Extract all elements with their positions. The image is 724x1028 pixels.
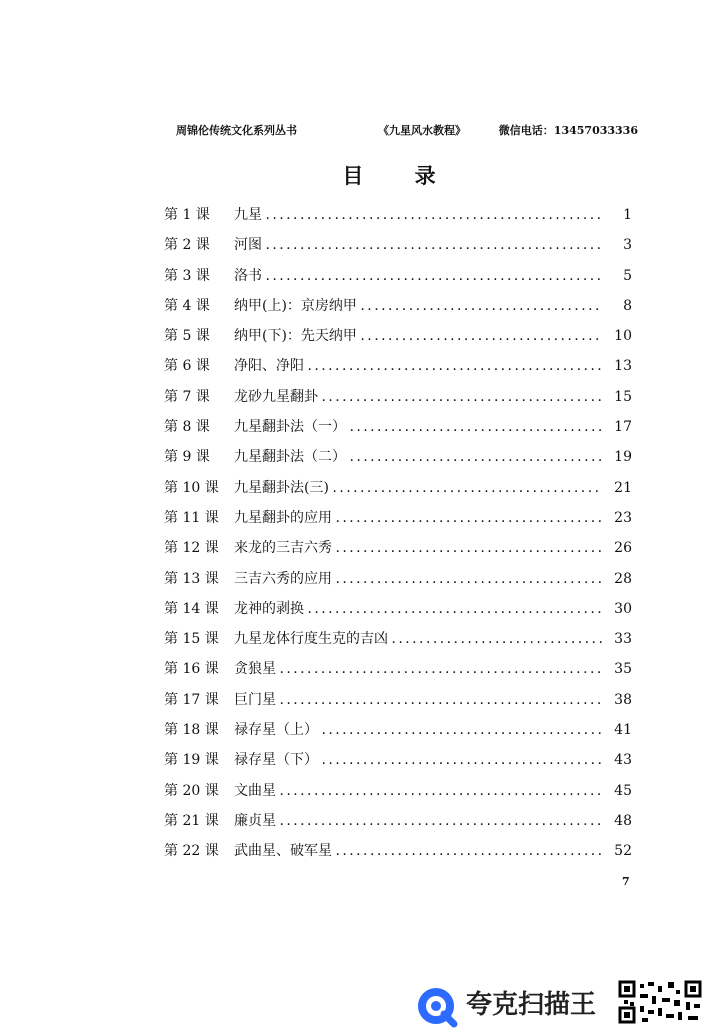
toc-lesson-number: 第 13 课 bbox=[164, 570, 219, 587]
toc-lesson-number: 第 1 课 bbox=[164, 207, 210, 223]
toc-page-number: 8 bbox=[602, 291, 632, 321]
toc-lesson-number: 第 8 课 bbox=[164, 419, 210, 436]
toc-lesson-title: 九星翻卦法(三) . . . bbox=[234, 473, 602, 503]
toc-row bbox=[164, 261, 632, 291]
toc-row bbox=[164, 230, 632, 260]
toc-page-number: 15 bbox=[602, 382, 632, 412]
toc-lesson-title: 三吉六秀的应用 . . . bbox=[234, 564, 602, 594]
toc-lesson-number: 第 22 课 bbox=[164, 843, 219, 860]
toc-page-number: 26 bbox=[602, 533, 632, 563]
toc-lesson-title: 来龙的三吉六秀 . . . bbox=[234, 533, 602, 563]
scanner-watermark bbox=[414, 980, 724, 1024]
toc-lesson-number: 第 15 课 bbox=[164, 631, 219, 648]
toc-lesson-title: 纳甲(上)：京房纳甲 . . . bbox=[234, 291, 602, 321]
page-number: 7 bbox=[622, 875, 630, 888]
toc-lesson-title: 九星 . . . bbox=[234, 200, 602, 230]
toc-page-number: 35 bbox=[602, 654, 632, 684]
toc-lesson-title: 洛书 . . . bbox=[234, 261, 602, 291]
toc-lesson-title: 禄存星（上） . . . bbox=[234, 715, 602, 745]
toc-lesson-title: 龙神的剥换 . . . bbox=[234, 594, 602, 624]
toc-row bbox=[164, 806, 632, 836]
toc-lesson-number: 第 5 课 bbox=[164, 328, 210, 345]
toc-page-number: 3 bbox=[602, 230, 632, 260]
toc-lesson-number: 第 20 课 bbox=[164, 782, 219, 799]
toc-row bbox=[164, 412, 632, 442]
toc-lesson-number: 第 17 课 bbox=[164, 691, 219, 708]
table-of-contents bbox=[164, 200, 632, 867]
toc-row bbox=[164, 473, 632, 503]
toc-page-number: 43 bbox=[602, 745, 632, 775]
toc-lesson-title: 河图 . . . bbox=[234, 230, 602, 260]
toc-row bbox=[164, 776, 632, 806]
toc-row bbox=[164, 442, 632, 472]
toc-page-number: 17 bbox=[602, 412, 632, 442]
toc-lesson-number: 第 14 课 bbox=[164, 600, 219, 617]
toc-lesson-number: 第 9 课 bbox=[164, 449, 210, 466]
watermark-text: 夸克扫描王 bbox=[466, 990, 597, 1020]
toc-page-number: 23 bbox=[602, 503, 632, 533]
toc-lesson-number: 第 10 课 bbox=[164, 479, 219, 496]
toc-lesson-number: 第 3 课 bbox=[164, 267, 210, 284]
toc-lesson-number: 第 12 课 bbox=[164, 540, 219, 557]
toc-lesson-number: 第 16 课 bbox=[164, 661, 219, 678]
toc-page-number: 1 bbox=[602, 200, 632, 230]
toc-lesson-number: 第 19 课 bbox=[164, 752, 219, 769]
quark-logo-icon bbox=[414, 984, 458, 1028]
toc-row bbox=[164, 624, 632, 654]
toc-lesson-number: 第 6 课 bbox=[164, 358, 210, 375]
toc-page-number: 33 bbox=[602, 624, 632, 654]
toc-page-number: 48 bbox=[602, 806, 632, 836]
toc-lesson-title: 九星翻卦法（二） . . . bbox=[234, 442, 602, 472]
toc-page-number: 38 bbox=[602, 685, 632, 715]
toc-lesson-title: 龙砂九星翻卦 . . . bbox=[234, 382, 602, 412]
toc-lesson-title: 文曲星 . . . bbox=[234, 776, 602, 806]
toc-lesson-number: 第 7 课 bbox=[164, 388, 210, 405]
toc-lesson-title: 纳甲(下)：先天纳甲 . . . bbox=[234, 321, 602, 351]
toc-lesson-title: 九星翻卦的应用 . . . bbox=[234, 503, 602, 533]
toc-page-number: 30 bbox=[602, 594, 632, 624]
toc-lesson-number: 第 18 课 bbox=[164, 722, 219, 739]
header-series: 周锦伦传统文化系列丛书 bbox=[176, 124, 297, 137]
toc-row bbox=[164, 200, 632, 230]
toc-row bbox=[164, 382, 632, 412]
header-phone: 微信电话：13457033336 bbox=[498, 124, 638, 137]
toc-lesson-number: 第 21 课 bbox=[164, 812, 219, 829]
header-book-title: 《九星风水教程》 bbox=[378, 124, 466, 137]
toc-lesson-title: 九星翻卦法（一） . . . bbox=[234, 412, 602, 442]
toc-row bbox=[164, 594, 632, 624]
toc-page-number: 41 bbox=[602, 715, 632, 745]
toc-page-number: 21 bbox=[602, 473, 632, 503]
toc-title: 目 录 bbox=[342, 163, 458, 188]
toc-page-number: 13 bbox=[602, 351, 632, 381]
running-header bbox=[176, 122, 638, 142]
toc-lesson-title: 禄存星（下） . . . bbox=[234, 745, 602, 775]
qr-code-icon bbox=[618, 980, 702, 1024]
toc-lesson-title: 净阳、净阳 . . . bbox=[234, 351, 602, 381]
toc-row bbox=[164, 685, 632, 715]
toc-lesson-title: 武曲星、破军星 . . . bbox=[234, 836, 602, 866]
toc-row bbox=[164, 564, 632, 594]
toc-lesson-title: 九星龙体行度生克的吉凶 . . . bbox=[234, 624, 602, 654]
toc-lesson-title: 贪狼星 . . . bbox=[234, 654, 602, 684]
toc-page-number: 45 bbox=[602, 776, 632, 806]
toc-row bbox=[164, 291, 632, 321]
toc-row bbox=[164, 533, 632, 563]
toc-lesson-number: 第 11 课 bbox=[164, 509, 219, 526]
toc-row bbox=[164, 351, 632, 381]
toc-row bbox=[164, 321, 632, 351]
toc-row bbox=[164, 745, 632, 775]
toc-page-number: 10 bbox=[602, 321, 632, 351]
toc-lesson-title: 廉贞星 . . . bbox=[234, 806, 602, 836]
toc-page-number: 5 bbox=[602, 261, 632, 291]
toc-row bbox=[164, 503, 632, 533]
toc-row bbox=[164, 654, 632, 684]
toc-row bbox=[164, 715, 632, 745]
toc-lesson-number: 第 2 课 bbox=[164, 237, 210, 254]
toc-page-number: 52 bbox=[602, 836, 632, 866]
toc-row bbox=[164, 836, 632, 866]
toc-page-number: 19 bbox=[602, 442, 632, 472]
toc-lesson-number: 第 4 课 bbox=[164, 297, 210, 314]
toc-page-number: 28 bbox=[602, 564, 632, 594]
toc-lesson-title: 巨门星 . . . bbox=[234, 685, 602, 715]
